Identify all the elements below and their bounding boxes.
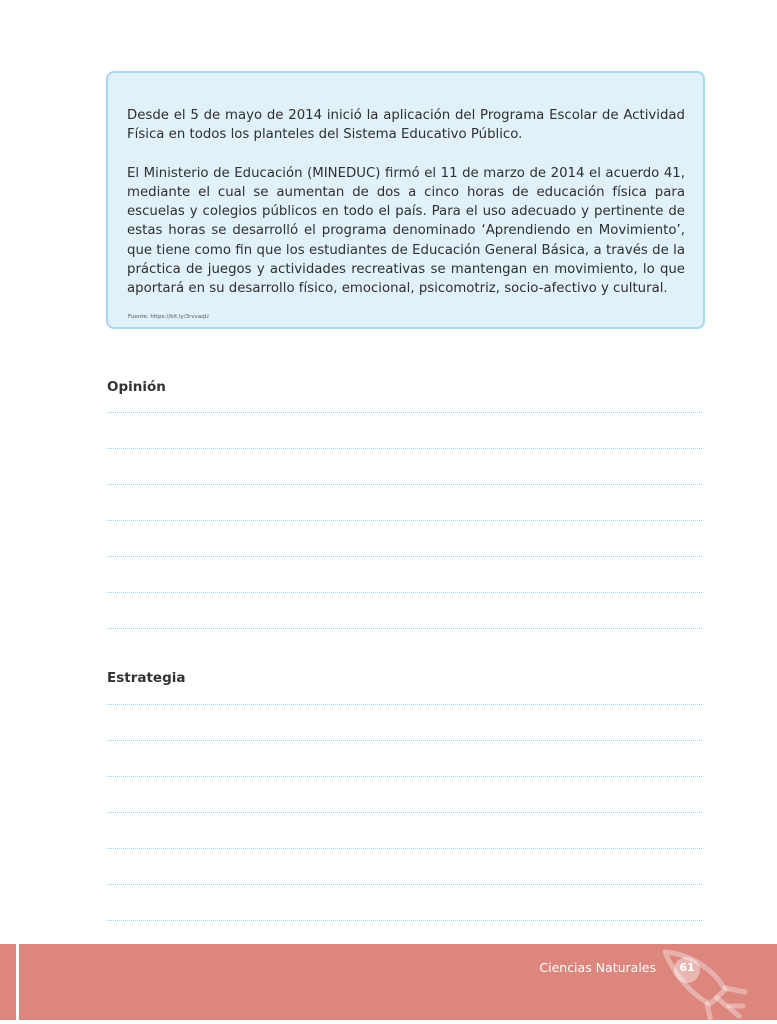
writing-line (107, 448, 702, 449)
writing-line (107, 520, 702, 521)
writing-line (107, 776, 702, 777)
writing-line (107, 592, 702, 593)
info-paragraph-1: Desde el 5 de mayo de 2014 inició la aplicación del Programa Escolar de Actividad Física en todos los planteles del Sistema Educativo Público. (127, 108, 685, 143)
strategy-writing-area[interactable] (107, 704, 702, 921)
writing-line (107, 484, 702, 485)
bottom-strip (0, 1020, 777, 1024)
info-paragraph-2: El Ministerio de Educación (MINEDUC) firmó el 11 de marzo de 2014 el acuerdo 41, mediante el cual se aumentan de dos a cinco horas de educación física para escuelas y colegios públicos en todo el país. Para el uso adecuado y pertinente de estas horas se desarrolló el programa denominado ‘Aprendiendo en Movimiento’, que tiene como fin que los estudiantes de Educación General Básica, a través de la práctica de juegos y actividades recreativas se mantengan en movimiento, lo que aportará en su desarrollo físico, emocional, psicomotriz, socio-afectivo y cultural. (127, 165, 685, 297)
source-citation: Fuente: https://bit.ly/3rvvaqU (128, 314, 209, 320)
page-footer (0, 944, 777, 1020)
writing-line (107, 848, 702, 849)
writing-line (107, 628, 702, 629)
strategy-heading: Estrategia (107, 670, 186, 686)
writing-line (107, 556, 702, 557)
footer-divider (16, 944, 19, 1020)
opinion-writing-area[interactable] (107, 412, 702, 629)
info-box (106, 71, 705, 329)
page-number: 61 (679, 961, 695, 974)
writing-line (107, 920, 702, 921)
opinion-heading: Opinión (107, 379, 166, 395)
writing-line (107, 812, 702, 813)
writing-line (107, 884, 702, 885)
rocket-icon (655, 944, 750, 1020)
writing-line (107, 412, 702, 413)
writing-line (107, 704, 702, 705)
footer-subject: Ciencias Naturales (539, 960, 656, 975)
writing-line (107, 740, 702, 741)
